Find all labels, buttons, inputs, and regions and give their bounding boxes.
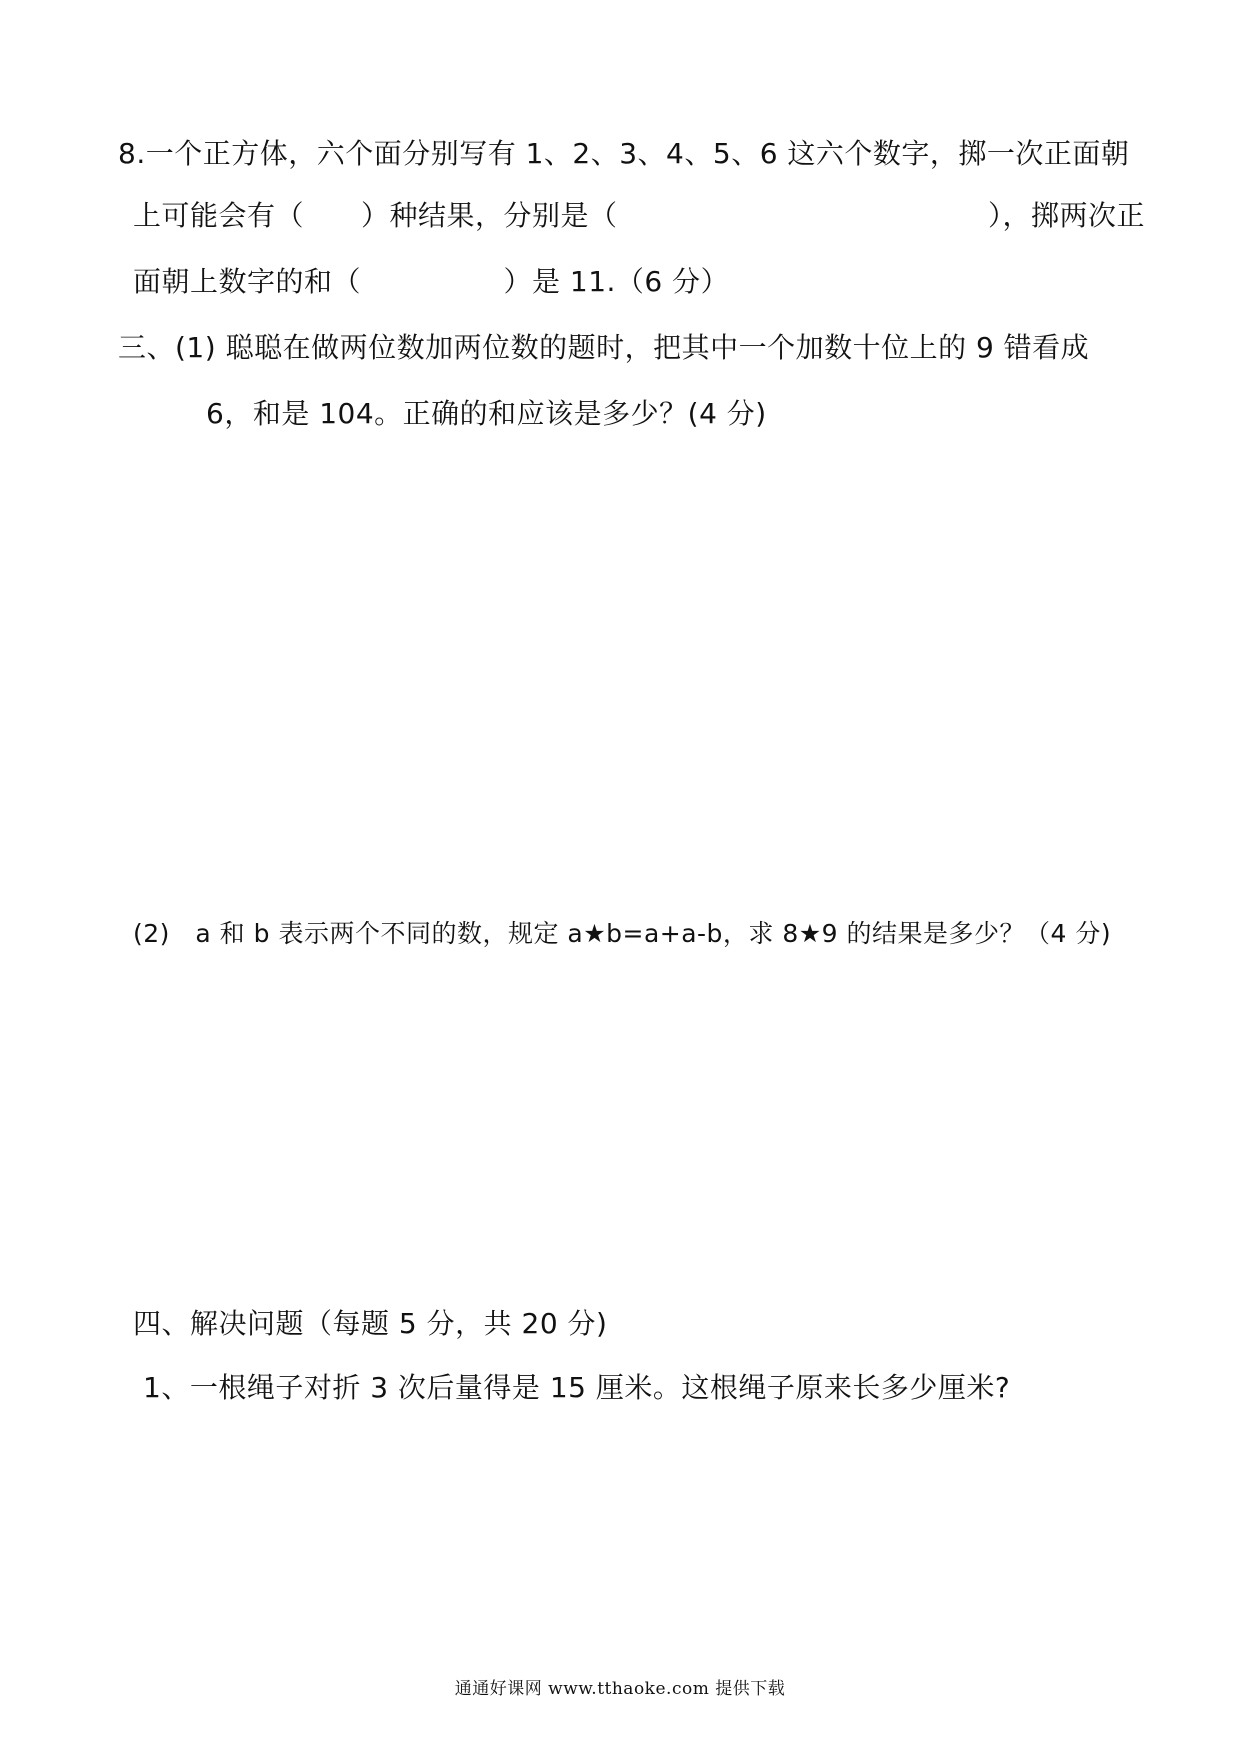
section-3-problem-2: (2) a 和 b 表示两个不同的数，规定 a★b=a+a-b，求 8★9 的结果是多少？（4 分) [133, 919, 1112, 948]
question-8-line-1: 8.一个正方体，六个面分别写有 1、2、3、4、5、6 这六个数字，掷一次正面朝 [118, 137, 1130, 170]
section-4-question-1: 1、一根绳子对折 3 次后量得是 15 厘米。这根绳子原来长多少厘米? [143, 1371, 1011, 1404]
section-4-heading: 四、解决问题（每题 5 分，共 20 分) [133, 1307, 608, 1340]
section-3-problem-1-line-2: 6，和是 104。正确的和应该是多少？(4 分) [206, 397, 767, 430]
section-3-problem-1-line-1: 三、(1) 聪聪在做两位数加两位数的题时，把其中一个加数十位上的 9 错看成 [118, 331, 1090, 364]
question-8-line-3: 面朝上数字的和（ ）是 11.（6 分） [133, 265, 730, 298]
footer-source: 通通好课网 www.tthaoke.com 提供下载 [454, 1679, 786, 1699]
question-8-line-2: 上可能会有（ ）种结果，分别是（ ），掷两次正 [133, 199, 1146, 232]
